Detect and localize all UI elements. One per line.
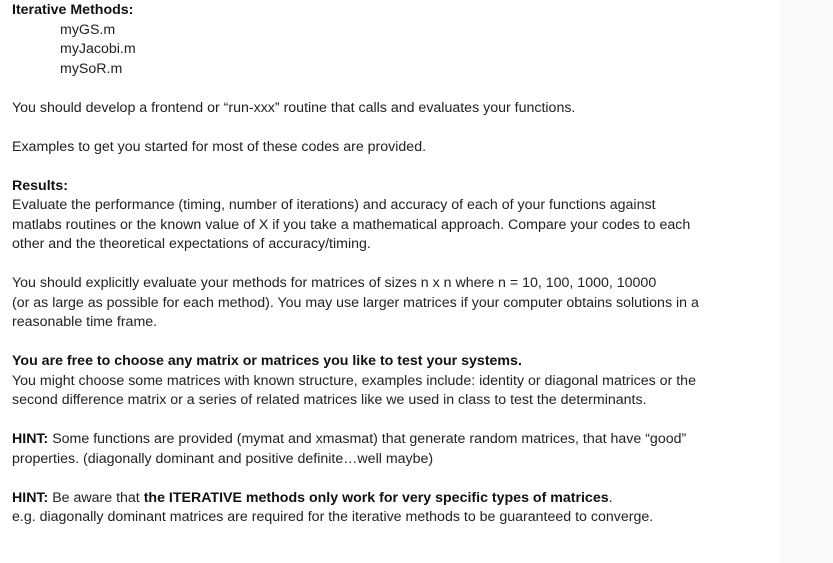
hint-paragraph-1: HINT: Some functions are provided (mymat and xmasmat) that generate random matrices, that have “good” xyxy=(12,431,687,447)
file-item: mySoR.m xyxy=(60,60,123,77)
hint-label: HINT: xyxy=(12,431,49,447)
examples-paragraph: Examples to get you started for most of these codes are provided. xyxy=(12,138,427,155)
free-choice-line: You might choose some matrices with known structure, examples include: identity or diagonal matrices or the xyxy=(12,372,696,389)
hint-paragraph-2: HINT: Be aware that the ITERATIVE methods only work for very specific types of matrices. xyxy=(12,489,613,506)
frontend-paragraph: You should develop a frontend or “run-xxx” routine that calls and evaluates your functions. xyxy=(12,99,576,116)
sizes-line: (or as large as possible for each method). You may use larger matrices if your computer obtains solutions in a xyxy=(12,294,699,311)
free-choice-line: second difference matrix or a series of related matrices like we used in class to test the determinants. xyxy=(12,392,647,408)
results-line: matlabs routines or the known value of X if you take a mathematical approach. Compare your codes to each xyxy=(12,216,691,233)
results-line: Evaluate the performance (timing, number of iterations) and accuracy of each of your functions against xyxy=(12,197,656,213)
file-item: myJacobi.m xyxy=(60,41,136,57)
file-item: myGS.m xyxy=(60,21,116,38)
hint-1-line-2: properties. (diagonally dominant and positive definite…well maybe) xyxy=(12,450,434,467)
results-line: other and the theoretical expectations of accuracy/timing. xyxy=(12,236,371,252)
sizes-line: You should explicitly evaluate your methods for matrices of sizes n x n where n = 10, 100, 1000, 10000 xyxy=(12,275,657,291)
hint-2-line-2: e.g. diagonally dominant matrices are required for the iterative methods to be guaranteed to converge. xyxy=(12,509,654,525)
document-body xyxy=(12,1,772,528)
side-gutter xyxy=(780,0,833,563)
hint-label: HINT: xyxy=(12,489,49,506)
sizes-line: reasonable time frame. xyxy=(12,314,158,330)
free-choice-heading: You are free to choose any matrix or matrices you like to test your systems. xyxy=(12,353,522,369)
results-heading: Results: xyxy=(12,177,68,194)
iterative-methods-heading: Iterative Methods: xyxy=(12,2,134,18)
